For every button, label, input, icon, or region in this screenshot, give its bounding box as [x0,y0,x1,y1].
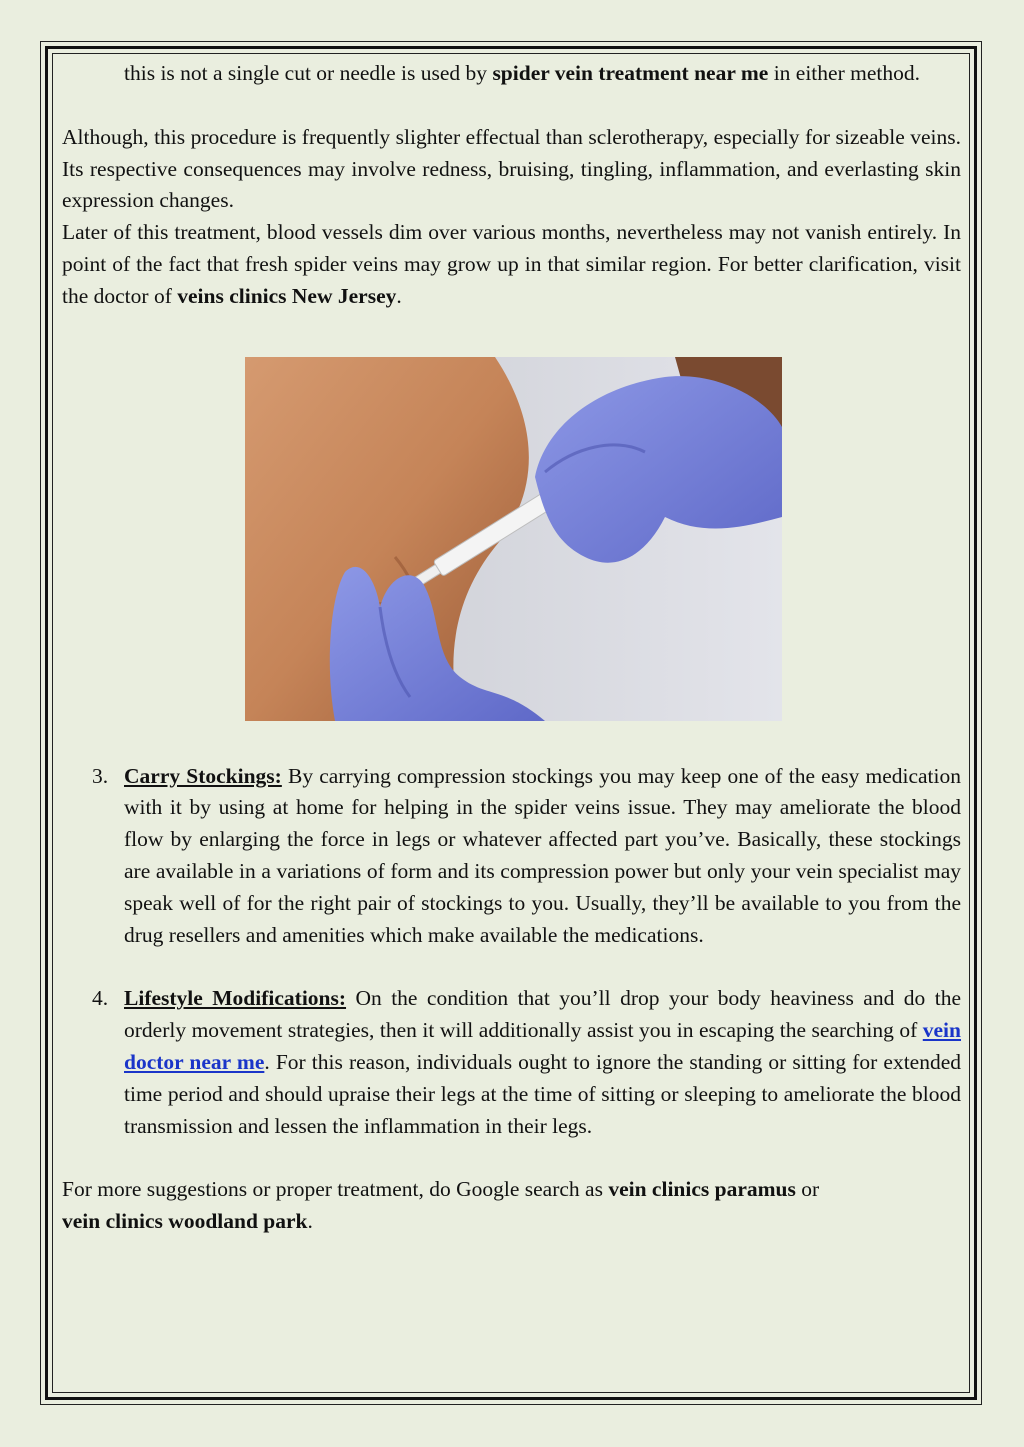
intro-text-end: in either method. [768,61,920,85]
veins-clinics-nj-keyword: veins clinics New Jersey [177,283,397,308]
list-number: 3. [92,763,109,788]
intro-text-start: this is not a single cut or needle is used by [124,61,493,85]
list-item-lifestyle-modifications [62,983,961,1142]
document-content [62,58,961,1238]
treatment-result-text: Later of this treatment, blood vessels dim over various months, nevertheless may not vanish entirely. In point of the fact that fresh spider veins may grow up in that similar region. For better clarification, visit the doctor of [62,220,961,308]
intro-paragraph [62,58,961,90]
list-number: 4. [92,986,109,1011]
vein-clinics-paramus-keyword: vein clinics paramus [608,1177,796,1202]
closing-paragraph: For more suggestions or proper treatment, do Google search as vein clinics paramus or vein clinics woodland park. [62,1177,820,1234]
list-heading: Lifestyle Modifications: [124,986,347,1011]
treatment-result-paragraph: Later of this treatment, blood vessels dim over various months, nevertheless may not vanish entirely. In point of the fact that fresh spider veins may grow up in that similar region. For better clarification, visit the doctor of veins clinics New Jersey. [62,220,961,308]
vein-doctor-near-me-link[interactable]: vein doctor near me [124,1018,961,1074]
list-text-before-link: On the condition that you’ll drop your body heaviness and do the orderly movement strategies, then it will additionally assist you in escaping the searching of [124,986,961,1043]
intro-bold-keyword: spider vein treatment near me [492,61,769,85]
sclerotherapy-paragraph: Although, this procedure is frequently slighter effectual than sclerotherapy, especially for sizeable veins. Its respective consequences may involve redness, bruising, tingling, inflammation, and everlasting skin expression changes. [62,124,961,213]
list-item-carry-stockings [62,761,961,952]
list-text-after-link: . For this reason, individuals ought to ignore the standing or sitting for extended time period and should upraise their legs at the time of sitting or sleeping to ameliorate the blood transmission and lessen the inflammation in their legs. [124,1049,961,1138]
vein-clinics-woodland-park-keyword: vein clinics woodland park [62,1209,308,1234]
list-text: By carrying compression stockings you may keep one of the easy medication with it by using at home for helping in the spider veins issue. They may ameliorate the blood flow by enlarging the force in legs or whatever affected part you’ve. Basically, these stockings are available in a variations of form and its compression power but only your vein specialist may speak well of for the right pair of stockings to you. Usually, they’ll be available to you from the drug resellers and amenities which make available the medications. [124,763,962,947]
list-heading: Carry Stockings: [124,763,282,788]
sclerotherapy-injection-photo [245,357,782,721]
closing-text: For more suggestions or proper treatment, do Google search as [62,1177,609,1202]
